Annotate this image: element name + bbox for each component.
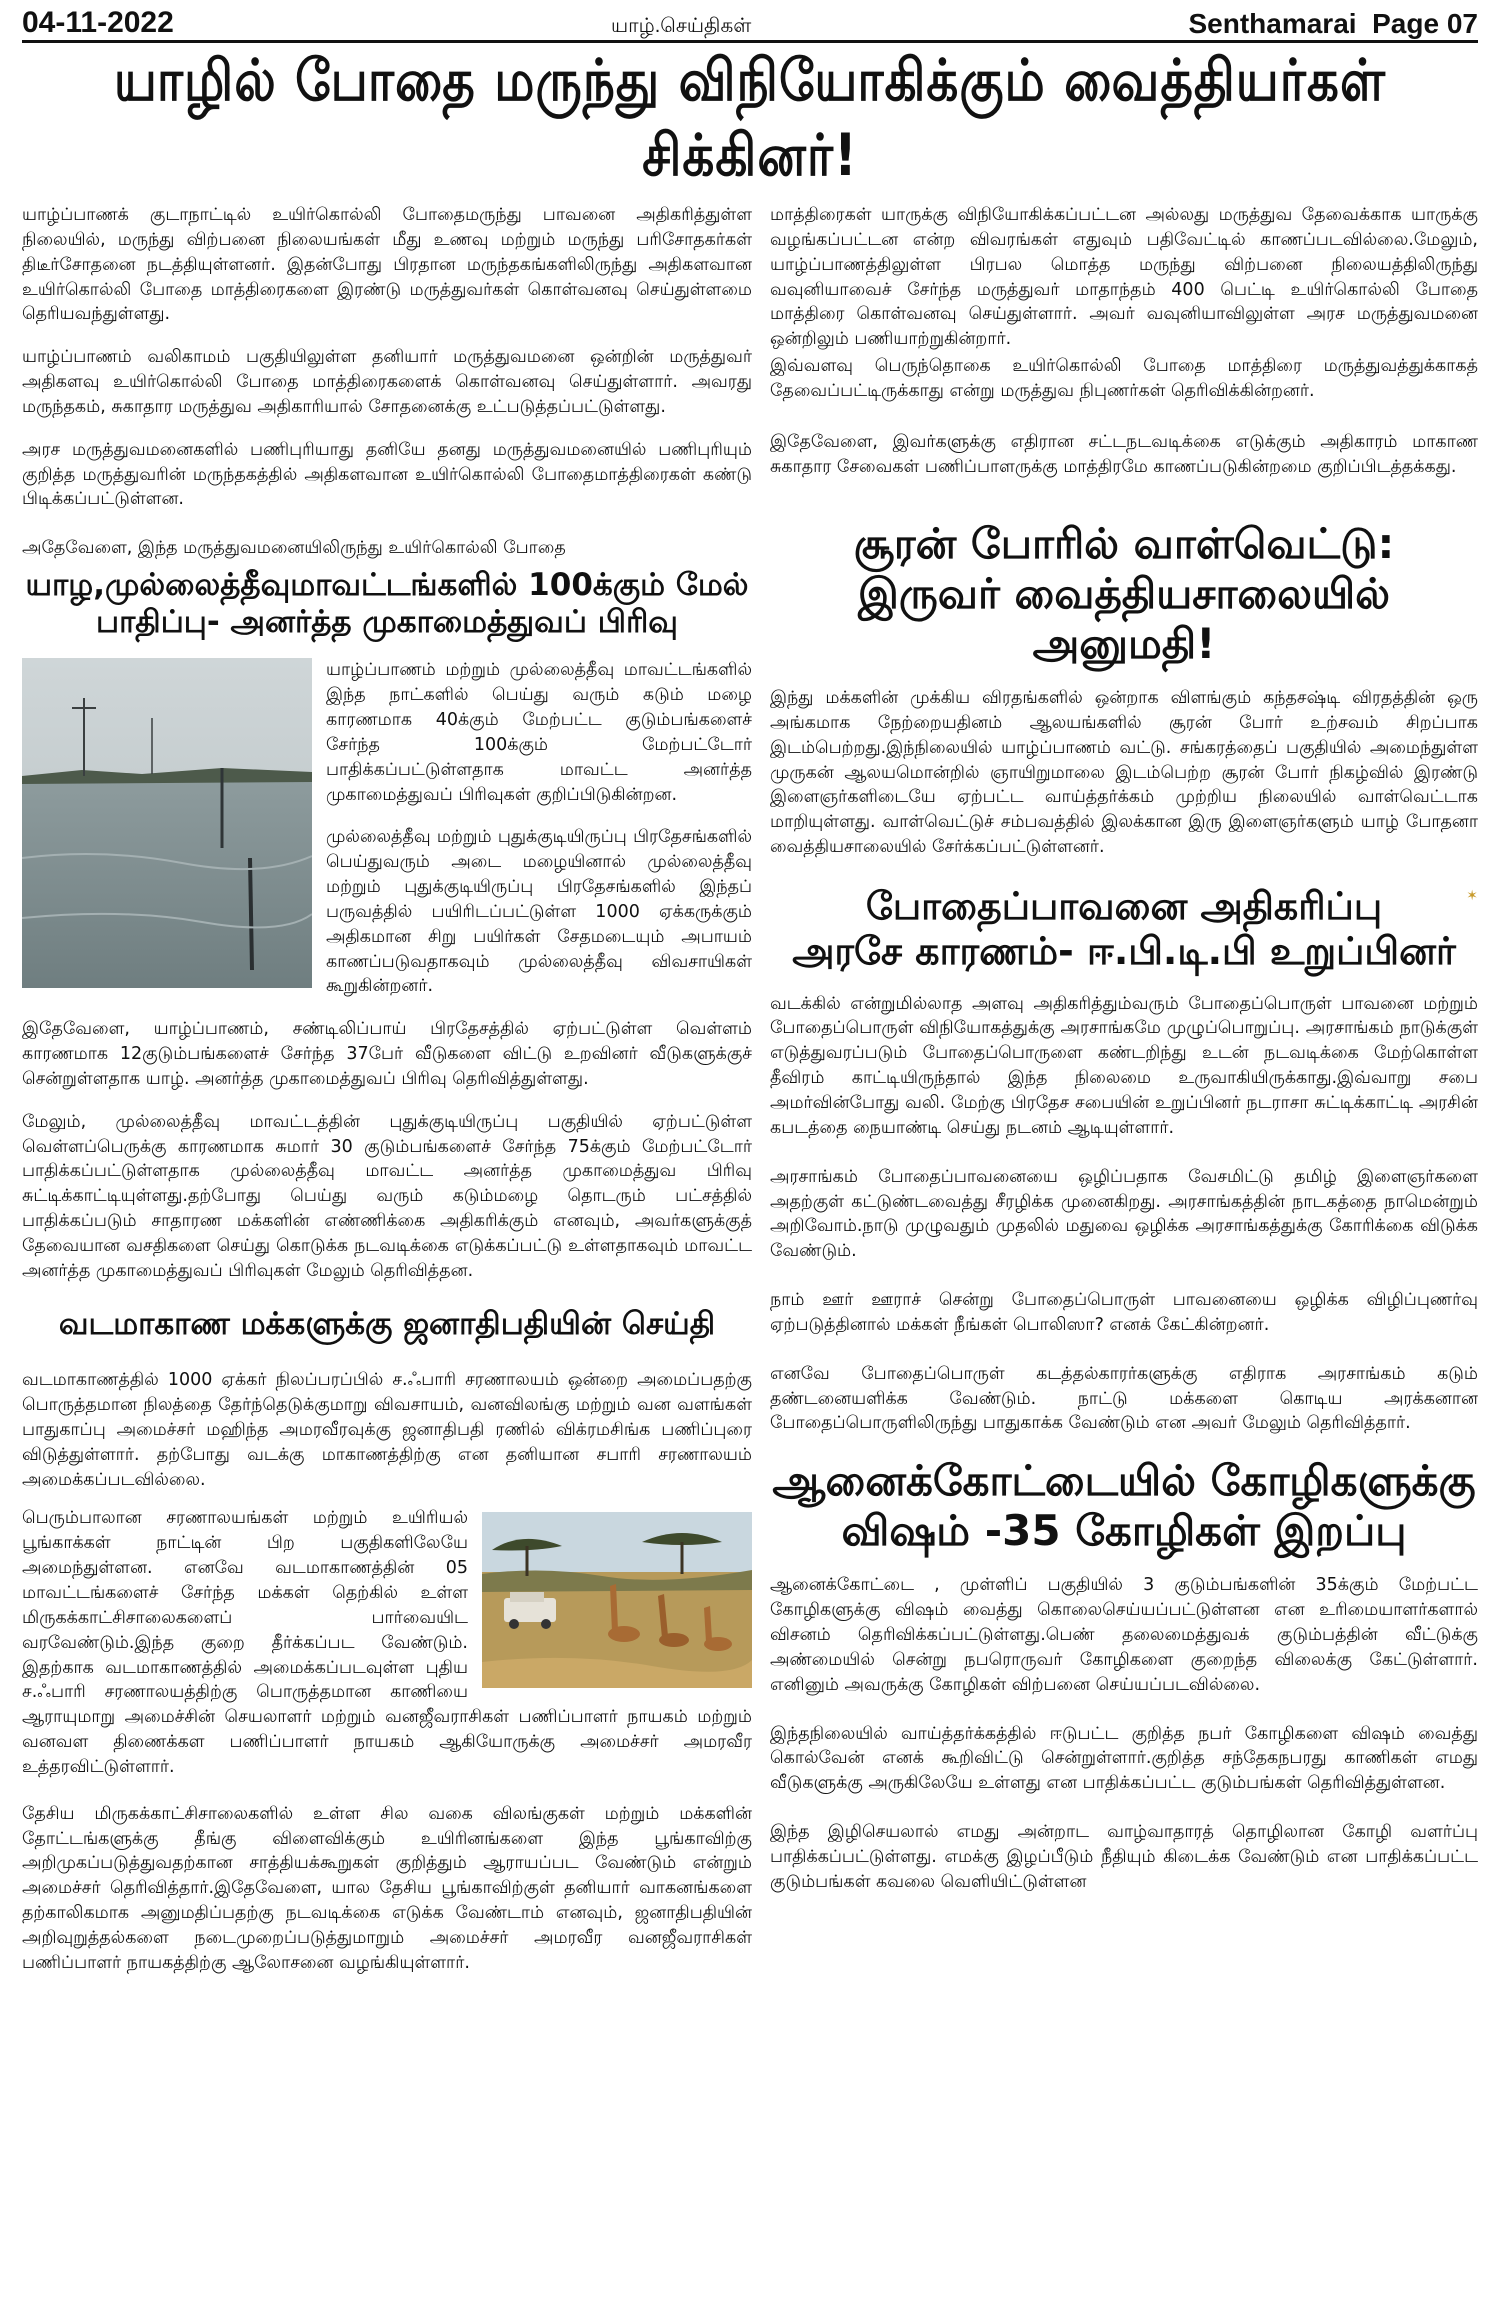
- headline-line: இருவர் வைத்தியசாலையில் அனுமதி!: [857, 568, 1391, 668]
- story-chicken-poisoning: [770, 1456, 1478, 1894]
- headline-line: விஷம் -35 கோழிகள் இறப்பு: [841, 1505, 1407, 1555]
- paper-name: Senthamarai: [1188, 8, 1357, 39]
- article-paragraph: இவ்வளவு பெருந்தொகை உயிர்கொல்லி போதை மாத்திரை மருத்துவத்துக்காகத் தேவைப்பட்டிருக்காது என்று மருத்துவ நிபுணர்கள் தெரிவிக்கின்றனர்.: [770, 356, 1478, 401]
- story-drug-doctors: [22, 203, 752, 561]
- story-drug-usage-epdp: [770, 884, 1478, 1436]
- article-paragraph: யாழ்ப்பாணம் வலிகாமம் பகுதியிலுள்ள தனியார் மருத்துவமனை ஒன்றின் மருத்துவர் அதிகளவு உயிர்கொல்லி போதை மாத்திரைகளைக் கொள்வனவு செய்துள்ளார். அவரது மருந்தகம், சுகாதார மருத்துவ அதிகாரியால் சோதனைக்கு உட்படுத்தப்பட்டுள்ளது.: [22, 347, 752, 417]
- article-paragraph: எனவே போதைப்பொருள் கடத்தல்காரர்களுக்கு எதிராக அரசாங்கம் கடும் தண்டனையளிக்க வேண்டும். நாட்டு மக்களை கொடிய அரக்கனான போதைப்பொருளிலிருந்து பாதுகாக்க வேண்டும் என அவர் மேலும் தெரிவித்தார்.: [770, 1363, 1478, 1434]
- article-paragraph: இந்து மக்களின் முக்கிய விரதங்களில் ஒன்றாக விளங்கும் கந்தசஷ்டி விரதத்தின் ஒரு அங்கமாக நேற்றையதினம் ஆலயங்களில் சூரன் போர் உற்சவம் சிறப்பாக இடம்பெற்றது.இந்நிலையில் யாழ்ப்பாணம் வட்டு. சங்கரத்தைப் பகுதியில் அமைந்துள்ள முருகன் ஆலயமொன்றில் ஞாயிறுமாலை இடம்பெற்ற சூரன் போர் நிகழ்வில் இரண்டு இளைஞர்களிடையே ஏற்பட்ட வாய்த்தர்க்கம் முற்றிய நிலையில் வாள்வெட்டாக மாறியுள்ளது. வாள்வெட்டுச் சம்பவத்தில் இலக்கான இரு இளைஞர்களும் யாழ் போதனா வைத்தியசாலையில் சேர்க்கப்பட்டுள்ளனர்.: [770, 688, 1478, 858]
- headline-line: போதைப்பாவனை அதிகரிப்பு: [865, 883, 1383, 928]
- story-flood: [22, 567, 752, 1284]
- columns: [22, 203, 1478, 1994]
- story-headline: [770, 884, 1478, 974]
- story-sword-attack: [770, 519, 1478, 860]
- article-paragraph: யாழ்ப்பாணக் குடாநாட்டில் உயிர்கொல்லி போதைமருந்து பாவனை அதிகரித்துள்ள நிலையில், மருந்து விற்பனை நிலையங்கள் மீது உணவு மற்றும் மருந்து பரிசோதகர்கள் திடீர்சோதனை நடத்தியுள்ளனர். இதன்போது பிரதான மருந்தகங்களிலிருந்து அதிகளவான உயிர்கொல்லி போதை மாத்திரைகளை இரண்டு மருத்துவர்கள் கொள்வனவு செய்துள்ளமை தெரியவந்துள்ளது.: [22, 205, 752, 325]
- paper-name-and-page: [1188, 8, 1478, 40]
- right-column: [770, 203, 1478, 1994]
- article-paragraph: முல்லைத்தீவு மற்றும் புதுக்குடியிருப்பு பிரதேசங்களில் பெய்துவரும் அடை மழையினால் முல்லைத்தீவு மற்றும் புதுக்குடியிருப்பு பிரதேசங்களில் இந்தப் பருவத்தில் பயிரிடப்பட்டுள்ள 1000 ஏக்கருக்கும் அதிகமான சிறு பயிர்கள் சேதமடையும் அபாயம் காணப்படுவதாகவும் முல்லைத்தீவு விவசாயிகள் கூறுகின்றனர்.: [326, 827, 752, 997]
- story-headline: [22, 567, 752, 640]
- headline-line: பாதிப்பு- அனர்த்த முகாமைத்துவப் பிரிவு: [96, 603, 678, 640]
- article-paragraph: அரச மருத்துவமனைகளில் பணிபுரியாது தனியே தனது மருத்துவமனையில் பணிபுரியும் குறித்த மருத்துவரின் மருந்தகத்தில் அதிகளவான உயிர்கொல்லி போதைமாத்திரைகள் கண்டு பிடிக்கப்பட்டுள்ளன.: [22, 439, 752, 510]
- section-name: யாழ்.செய்திகள்: [611, 15, 752, 37]
- article-paragraph: யாழ்ப்பாணம் மற்றும் முல்லைத்தீவு மாவட்டங்களில் இந்த நாட்களில் பெய்து வரும் கடும் மழை காரணமாக 40க்கும் மேற்பட்ட குடும்பங்களைச் சேர்ந்த 100க்கும் மேற்பட்டோர் பாதிக்கப்பட்டுள்ளதாக மாவட்ட அனர்த்த முகாமைத்துவப் பிரிவுகள் குறிப்பிடுகின்றன.: [326, 660, 752, 805]
- safari-photo: [482, 1512, 752, 1688]
- lead-headline: யாழில் போதை மருந்து விநியோகிக்கும் வைத்தியர்கள் சிக்கினர்!: [114, 47, 1386, 189]
- headline-line: அரசே காரணம்- ஈ.பி.டி.பி உறுப்பினர்: [792, 928, 1456, 973]
- headline-line: யாழ,முல்லைத்தீவுமாவட்டங்களில் 100க்கும் மேல்: [25, 567, 749, 604]
- page-header: [22, 0, 1478, 43]
- issue-date: 04-11-2022: [22, 6, 174, 39]
- article-paragraph: அரசாங்கம் போதைப்பாவனையை ஒழிப்பதாக வேசமிட்டு தமிழ் இளைஞர்களை அதற்குள் கட்டுண்டவைத்து சீரழிக்க முனைகிறது. அரசாங்கத்தின் நாடகத்தை நாமென்றும் அறிவோம்.நாடு முழுவதும் முதலில் மதுவை ஒழிக்க அரசாங்கத்துக்கு கோரிக்கை விடுக்க வேண்டும்.: [770, 1166, 1478, 1262]
- article-paragraph: மாத்திரைகள் யாருக்கு விநியோகிக்கப்பட்டன அல்லது மருத்துவ தேவைக்காக யாருக்கு வழங்கப்பட்டன என்ற விவரங்கள் எதுவும் பதிவேட்டில் காணப்படவில்லை.மேலும், யாழ்ப்பாணத்திலுள்ள பிரபல மொத்த மருந்து விற்பனை நிலையத்திலிருந்து வவுனியாவைச் சேர்ந்த மருத்துவர் மாதாந்தம் 400 பெட்டி உயிர்கொல்லி போதை மாத்திரை கொள்வனவு செய்துள்ளார். அவர் வவுனியாவிலுள்ள அரச மருத்துவமனை ஒன்றிலும் பணியாற்றுகின்றார்.: [770, 205, 1478, 350]
- page-number: Page 07: [1372, 8, 1478, 39]
- article-paragraph: இந்தநிலையில் வாய்த்தர்க்கத்தில் ஈடுபட்ட குறித்த நபர் கோழிகளை விஷம் வைத்து கொல்வேன் எனக் கூறிவிட்டு சென்றுள்ளார்.குறித்த சந்தேகநபரது காணிகள் எமது வீடுகளுக்கு அருகிலேயே உள்ளது என பாதிக்கப்பட்ட குடும்பங்கள் தெரிவித்துள்ளன.: [770, 1723, 1478, 1794]
- article-paragraph: பெரும்பாலான சரணாலயங்கள் மற்றும் உயிரியல் பூங்காக்கள் நாட்டின் பிற பகுதிகளிலேயே அமைந்துள்ளன. எனவே வடமாகாணத்தின் 05 மாவட்டங்களைச் சேர்ந்த மக்கள் தெற்கில் உள்ள மிருகக்காட்சிசாலைகளைப் பார்வையிட வரவேண்டும்.இந்த குறை தீர்க்கப்பட வேண்டும். இதற்காக வடமாகாணத்தில் அமைக்கப்படவுள்ள புதிய ச.ஃபாரி சரணாலயத்திற்கு பொருத்தமான காணியை ஆராயுமாறு அமைச்சின் செயலாளர் மற்றும் வனஜீவராசிகள் பணிப்பாளர் நாயகம் மற்றும் வனவள திணைக்கள பணிப்பாளர் நாயகம் ஆகியோருக்கு அமைச்சர் அமரவீர உத்தரவிட்டுள்ளார்.: [22, 1508, 752, 1777]
- article-paragraph: ஆனைக்கோட்டை , முள்ளிப் பகுதியில் 3 குடும்பங்களின் 35க்கும் மேற்பட்ட கோழிகளுக்கு விஷம் வைத்து கொலைசெய்யப்பட்டுள்ளன என உரிமையாளர்களால் விசனம் தெரிவிக்கப்பட்டுள்ளது.பெண் தலைமைத்துவக் குடும்பத்தின் வீட்டுக்கு அண்மையில் சென்று நபரொருவர் கோழிகளை குறைந்த விலைக்கு கேட்டுள்ளார். எனினும் அவருக்கு கோழிகள் விற்பனை செய்யப்படவில்லை.: [770, 1575, 1478, 1695]
- article-paragraph: இந்த இழிசெயலால் எமது அன்றாட வாழ்வாதாரத் தொழிலான கோழி வளர்ப்பு பாதிக்கப்பட்டுள்ளது. எமக்கு இழப்பீடும் நீதியும் கிடைக்க வேண்டும் என பாதிக்கப்பட்ட குடும்பங்கள் கவலை வெளியிட்டுள்ளன: [770, 1822, 1478, 1892]
- headline-line: சூரன் போரில் வாள்வெட்டு:: [853, 519, 1395, 569]
- decorative-star-icon: ✶: [1466, 887, 1478, 904]
- headline-line: ஆனைக்கோட்டையில் கோழிகளுக்கு: [772, 1456, 1476, 1506]
- story-headline: [770, 519, 1478, 668]
- article-paragraph: இதேவேளை, யாழ்ப்பாணம், சண்டிலிப்பாய் பிரதேசத்தில் ஏற்பட்டுள்ள வெள்ளம் காரணமாக 12குடும்பங்களைச் சேர்ந்த 37பேர் வீடுகளை விட்டு உறவினர் வீடுகளுக்குச் சென்றுள்ளதாக யாழ். அனர்த்த முகாமைத்துவப் பிரிவு தெரிவித்துள்ளது.: [22, 1019, 752, 1089]
- story-president-message: [22, 1306, 752, 1976]
- article-paragraph: வடமாகாணத்தில் 1000 ஏக்கர் நிலப்பரப்பில் ச.ஃபாரி சரணாலயம் ஒன்றை அமைப்பதற்கு பொருத்தமான நிலத்தை தேர்ந்தெடுக்குமாறு விவசாயம், வனவிலங்கு மற்றும் வன வளங்கள் பாதுகாப்பு அமைச்சர் மஹிந்த அமரவீரவுக்கு ஜனாதிபதி ரணில் விக்ரமசிங்க பணிப்புரை விடுத்துள்ளார். தற்போது வடக்கு மாகாணத்திற்கு என தனியான சபாரி சரணாலயம் அமைக்கப்படவில்லை.: [22, 1370, 752, 1490]
- story-drug-doctors-continued: [770, 203, 1478, 479]
- left-column: [22, 203, 752, 1994]
- story-headline: வடமாகாண மக்களுக்கு ஜனாதிபதியின் செய்தி: [58, 1305, 716, 1342]
- article-paragraph: வடக்கில் என்றுமில்லாத அளவு அதிகரித்தும்வரும் போதைப்பொருள் பாவனை மற்றும் போதைப்பொருள் விநியோகத்துக்கு அரசாங்கமே முழுப்பொறுப்பு. அரசாங்கம் நாடுக்குள் எடுத்துவரப்படும் போதைப்பொருளை கண்டறிந்து உடன் நடவடிக்கை மேற்கொள்ள தீவிரம் காட்டியிருந்தால் இந்த நிலைமை உருவாகியிருக்காது.இவ்வாறு சபை அமர்வின்போது வலி. மேற்கு பிரதேச சபையின் உறுப்பினர் நடராசா சுட்டிக்காட்டி அரசின் கபடத்தை நையாண்டி செய்து நடனம் ஆடியுள்ளார்.: [770, 993, 1478, 1138]
- article-paragraph: நாம் ஊர் ஊராச் சென்று போதைப்பொருள் பாவனையை ஒழிக்க விழிப்புணர்வு ஏற்படுத்தினால் மக்கள் நீங்கள் பொலிஸா? எனக் கேட்கின்றனர்.: [770, 1290, 1478, 1335]
- article-paragraph: இதேவேளை, இவர்களுக்கு எதிரான சட்டநடவடிக்கை எடுக்கும் அதிகாரம் மாகாண சுகாதார சேவைகள் பணிப்பாளருக்கு மாத்திரமே காணப்படுகின்றமை குறிப்பிடத்தக்கது.: [770, 431, 1478, 477]
- article-paragraph: மேலும், முல்லைத்தீவு மாவட்டத்தின் புதுக்குடியிருப்பு பகுதியில் ஏற்பட்டுள்ள வெள்ளப்பெருக்கு காரணமாக சுமார் 30 குடும்பங்களைச் சேர்ந்த 75க்கும் மேற்பட்டோர் பாதிக்கப்பட்டுள்ளதாக முல்லைத்தீவு மாவட்ட அனர்த்த முகாமைத்துவ பிரிவு சுட்டிக்காட்டியுள்ளது.தற்போது பெய்து வரும் கடும்மழை தொடரும் பட்சத்தில் பாதிக்கப்படும் சாதாரண மக்களின் எண்ணிக்கை அதிகரிக்கும் எனவும், அவர்களுக்குத் தேவையான வசதிகளை செய்து கொடுக்க நடவடிக்கை எடுக்கப்பட்டு உள்ளதாகவும் மாவட்ட அனர்த்த முகாமைத்துவப் பிரிவுகள் மேலும் தெரிவித்தன.: [22, 1111, 752, 1281]
- flood-photo: [22, 658, 312, 988]
- article-paragraph: தேசிய மிருகக்காட்சிசாலைகளில் உள்ள சில வகை விலங்குகள் மற்றும் மக்களின் தோட்டங்களுக்கு தீங்கு விளைவிக்கும் உயிரினங்களை இந்த பூங்காவிற்கு அறிமுகப்படுத்துவதற்கான சாத்தியக்கூறுகள் குறித்தும் ஆராயப்பட வேண்டும் என்றும் அமைச்சர் தெரிவித்தார்.இதேவேளை, யால தேசிய பூங்காவிற்குள் தனியார் வாகனங்களை தற்காலிகமாக அனுமதிப்பதற்கு நடவடிக்கை எடுக்க வேண்டாம் எனவும், ஜனாதிபதியின் அறிவுறுத்தல்களை நடைமுறைப்படுத்துமாறும் அமைச்சர் அமரவீர வனஜீவராசிகள் பணிப்பாளர் நாயகத்திற்கு ஆலோசனை வழங்கியுள்ளார்.: [22, 1803, 752, 1973]
- story-headline: [770, 1456, 1478, 1555]
- article-paragraph: அதேவேளை, இந்த மருத்துவமனையிலிருந்து உயிர்கொல்லி போதை: [22, 538, 566, 559]
